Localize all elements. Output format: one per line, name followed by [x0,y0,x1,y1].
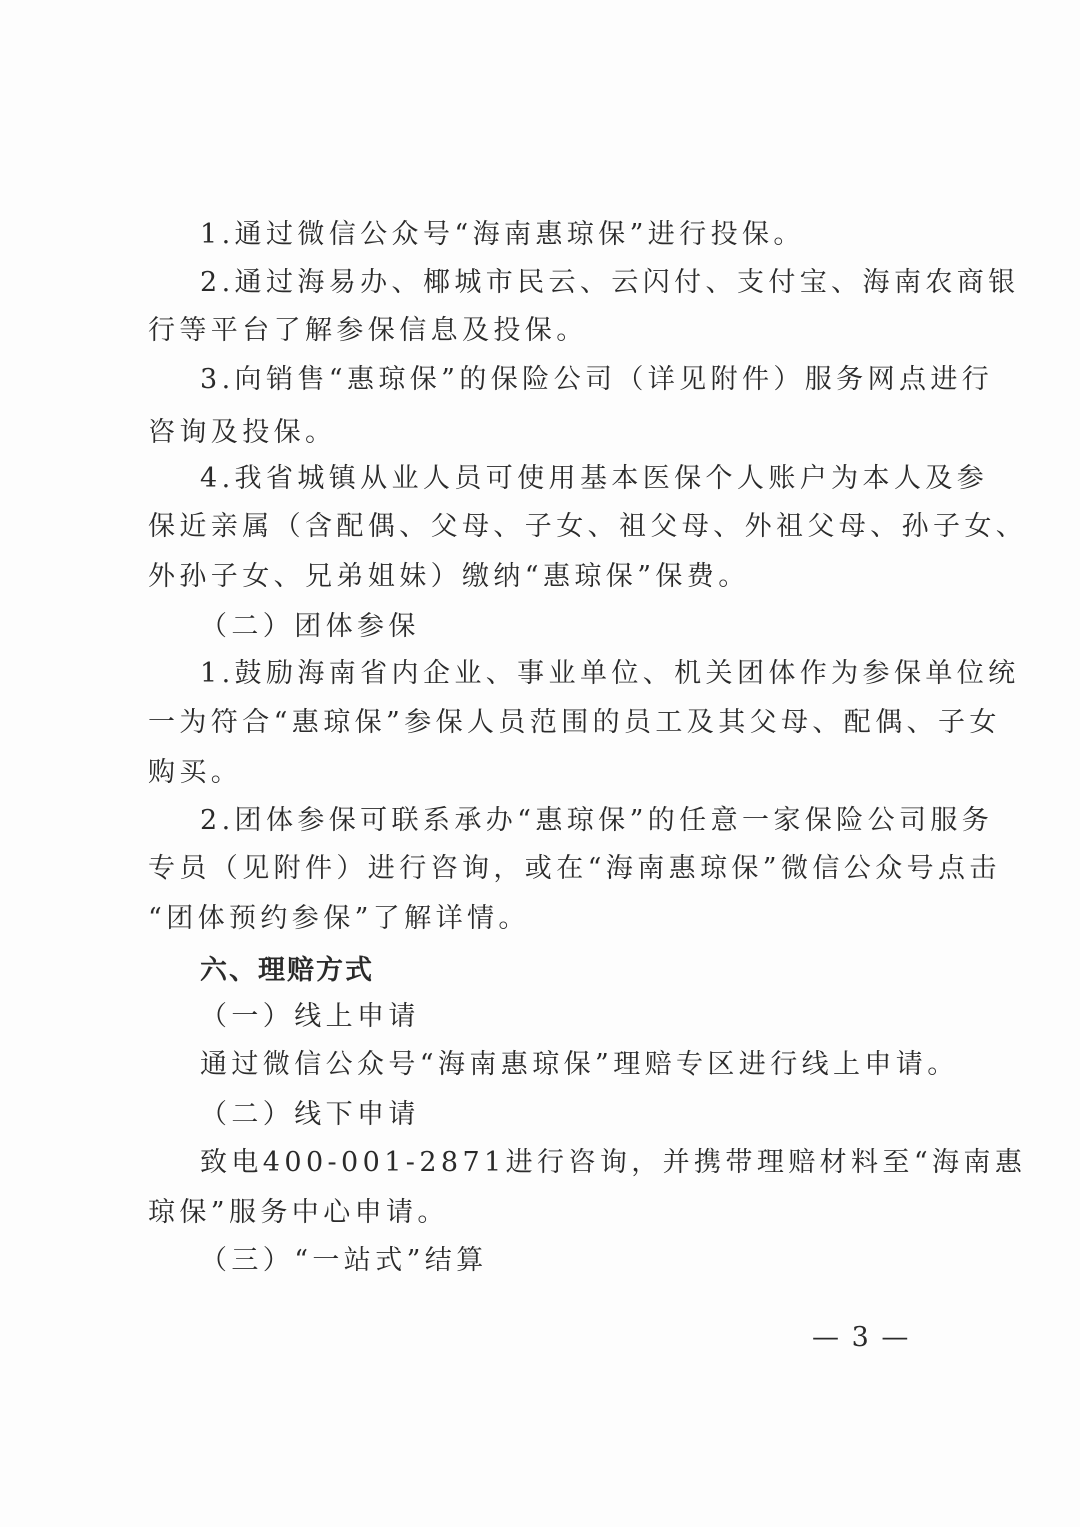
paragraph-line: “团体预约参保”了解详情。 [148,903,530,934]
paragraph-line: 1.通过微信公众号“海南惠琼保”进行投保。 [200,219,805,250]
paragraph-line: 专员（见附件）进行咨询，或在“海南惠琼保”微信公众号点击 [148,853,1001,884]
paragraph-line: 致电400-001-2871进行咨询，并携带理赔材料至“海南惠 [200,1147,1027,1178]
section-subheading: （一）线上申请 [200,1001,420,1032]
paragraph-line: 外孙子女、兄弟姐妹）缴纳“惠琼保”保费。 [148,561,750,592]
paragraph-line: 2.通过海易办、椰城市民云、云闪付、支付宝、海南农商银 [200,267,1020,298]
paragraph-line: 一为符合“惠琼保”参保人员范围的员工及其父母、配偶、子女 [148,707,1001,738]
section-subheading: （二）线下申请 [200,1099,420,1130]
paragraph-line: 3.向销售“惠琼保”的保险公司（详见附件）服务网点进行 [200,364,994,395]
paragraph-line: 行等平台了解参保信息及投保。 [148,315,588,346]
section-subheading: （二）团体参保 [200,611,420,642]
section-subheading: （三）“一站式”结算 [200,1245,488,1276]
paragraph-line: 琼保”服务中心申请。 [148,1197,449,1228]
paragraph-line: 2.团体参保可联系承办“惠琼保”的任意一家保险公司服务 [200,805,994,836]
paragraph-line: 通过微信公众号“海南惠琼保”理赔专区进行线上申请。 [200,1049,959,1080]
paragraph-line: 咨询及投保。 [148,417,337,448]
paragraph-line: 4.我省城镇从业人员可使用基本医保个人账户为本人及参 [200,463,989,494]
section-heading: 六、理赔方式 [200,955,374,986]
paragraph-line: 1.鼓励海南省内企业、事业单位、机关团体作为参保单位统 [200,658,1020,689]
page-number: — 3 — [812,1322,911,1353]
paragraph-line: 购买。 [148,757,243,788]
paragraph-line: 保近亲属（含配偶、父母、子女、祖父母、外祖父母、孙子女、 [148,511,1028,542]
